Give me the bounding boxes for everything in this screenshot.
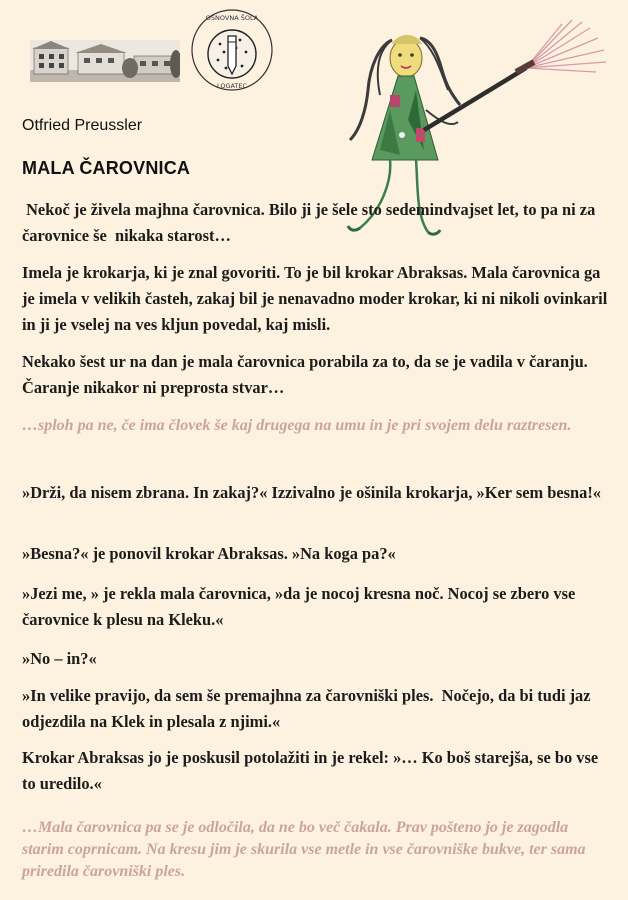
page-title: MALA ČAROVNICA (22, 158, 191, 178)
story-paragraph-4: »Drži, da nisem zbrana. In zakaj?« Izzivalno je ošinila krokarja, »Ker sem besna!« (22, 483, 601, 502)
school-seal-logo (190, 8, 274, 92)
author-name: Otfried Preussler (22, 117, 143, 134)
story-paragraph-5: »Besna?« je ponovil krokar Abraksas. »Na koga pa?« (22, 544, 396, 563)
story-paragraph-8: »In velike pravijo, da sem še premajhna za čarovniški ples. Nočejo, da bi tudi jaz odjezdila na Klek in plesala z njimi.« (22, 686, 591, 731)
story-paragraph-9: Krokar Abraksas jo je poskusil potolažiti in je rekel: »… Ko boš starejša, se bo vse to uredilo.« (22, 748, 599, 793)
svg-text:LOGATEC: LOGATEC (216, 82, 248, 90)
story-paragraph-1: Nekoč je živela majhna čarovnica. Bilo ji je šele sto sedemindvajset let, to pa ni za čarovnice še nikaka starost… (22, 200, 596, 245)
story-paragraph-7: »No – in?« (22, 649, 97, 668)
story-paragraph-3: Nekako šest ur na dan je mala čarovnica porabila za to, da se je vadila v čaranju. Čaranje nikakor ni preprosta stvar… (22, 352, 588, 397)
story-paragraph-2: Imela je krokarja, ki je znal govoriti. To je bil krokar Abraksas. Mala čarovnica ga je imela v velikih časteh, zakaj bil je nenavadno moder krokar, ki ni nikoli ovinkaril in ji je vselej na ves kljun povedal, kaj misli. (22, 263, 608, 334)
school-building-photo (30, 40, 180, 82)
story-note-2: …Mala čarovnica pa se je odločila, da ne bo več čakala. Prav pošteno jo je zagodla starim coprnicam. Na kresu jim je skurila vse metle in vse čarovniške bukve, ter sama priredila čarovniški ples. (22, 819, 586, 880)
story-note-1: …sploh pa ne, če ima človek še kaj drugega na umu in je pri svojem delu raztresen. (22, 417, 572, 434)
story-paragraph-6: »Jezi me, » je rekla mala čarovnica, »da je nocoj kresna noč. Nocoj se zbero vse čarovnice k plesu na Kleku.« (22, 584, 576, 629)
svg-text:OSNOVNA ŠOLA: OSNOVNA ŠOLA (205, 14, 259, 22)
